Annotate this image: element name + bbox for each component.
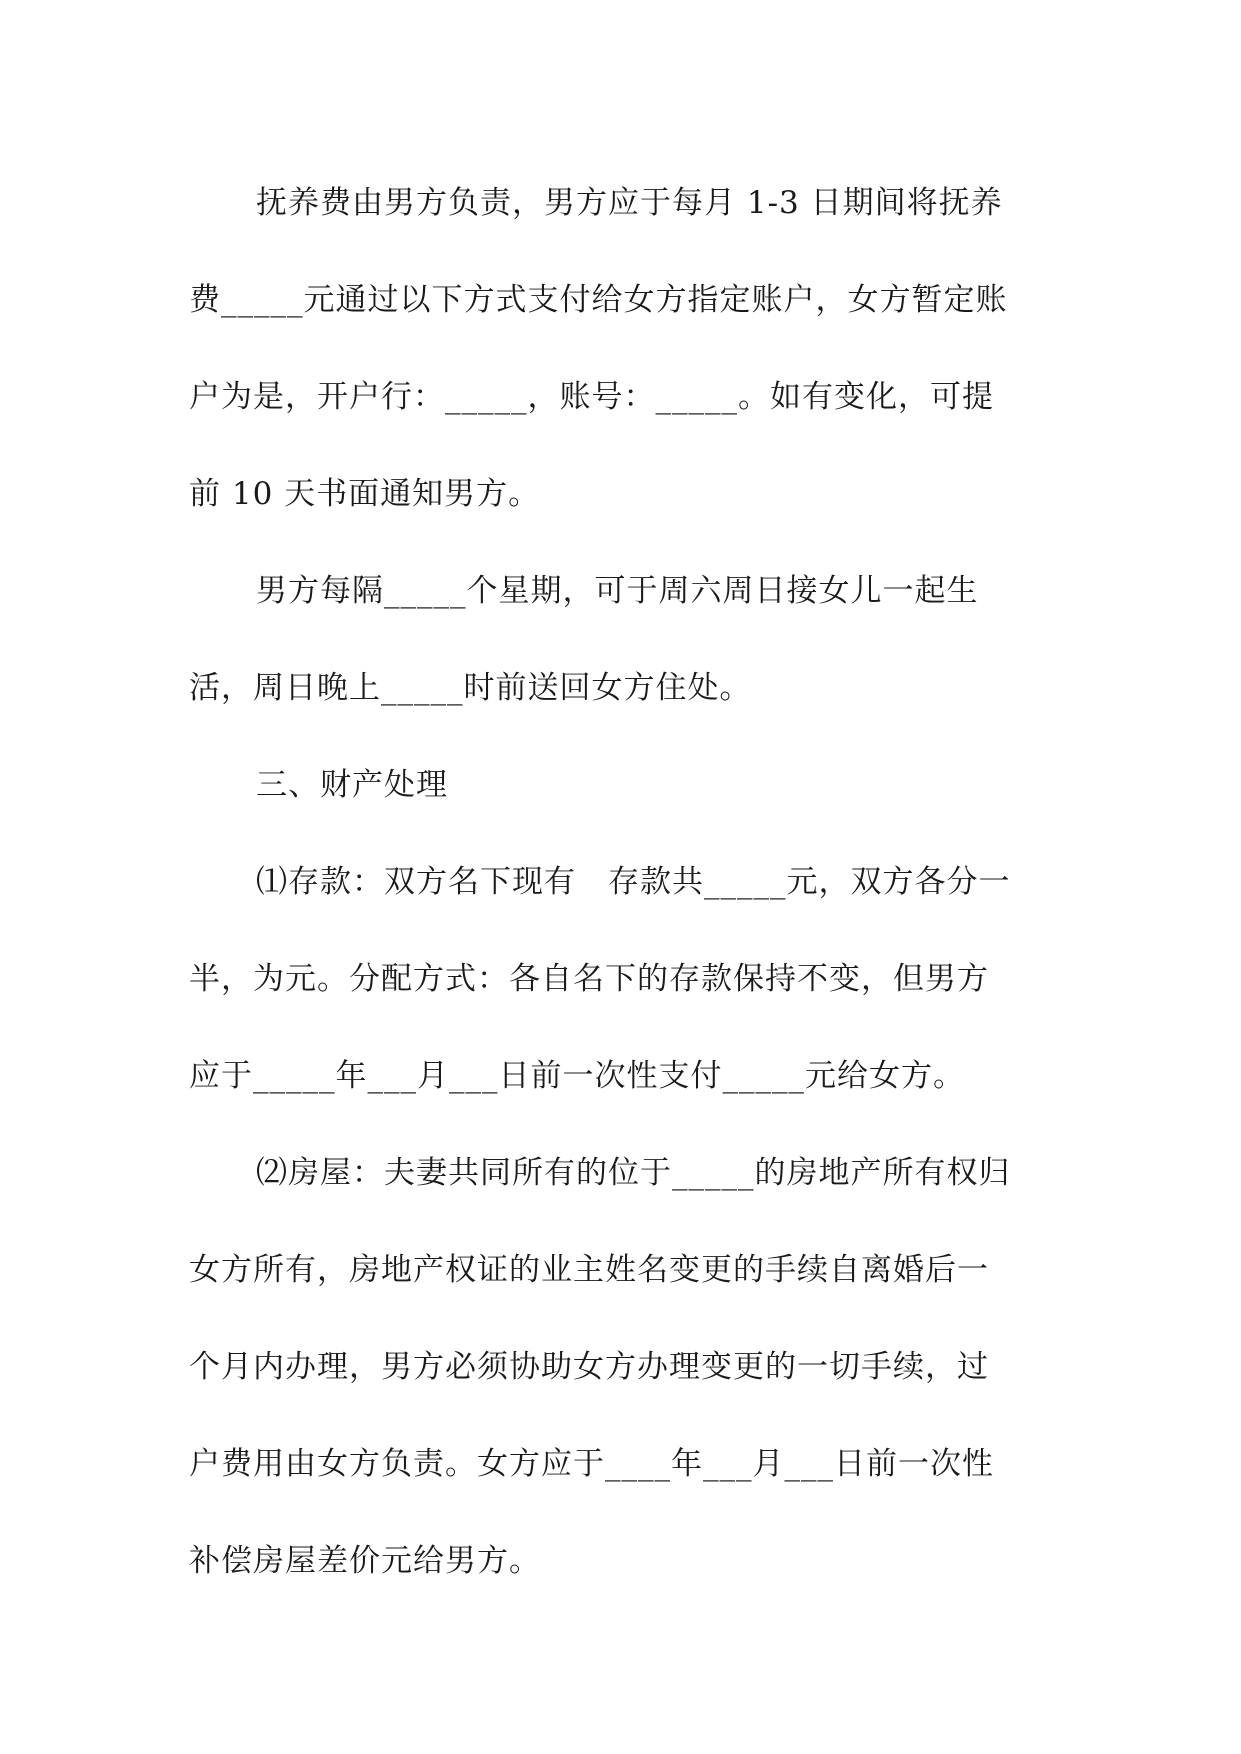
paragraph-visitation-line-2: 活，周日晚上_____时前送回女方住处。	[189, 670, 752, 706]
paragraph-savings-line-3: 应于_____年___月___日前一次性支付_____元给女方。	[189, 1058, 965, 1094]
paragraph-child-support-line-1: 抚养费由男方负责，男方应于每月 1-3 日期间将抚养	[256, 185, 1003, 221]
paragraph-savings-line-1: ⑴存款：双方名下现有 存款共_____元，双方各分一	[256, 864, 1011, 900]
paragraph-house-line-5: 补偿房屋差价元给男方。	[189, 1543, 541, 1579]
paragraph-house-line-2: 女方所有，房地产权证的业主姓名变更的手续自离婚后一	[189, 1252, 989, 1288]
paragraph-savings-line-2: 半，为元。分配方式：各自名下的存款保持不变，但男方	[189, 961, 989, 997]
paragraph-visitation-line-1: 男方每隔_____个星期，可于周六周日接女儿一起生	[256, 573, 979, 609]
paragraph-house-line-1: ⑵房屋：夫妻共同所有的位于_____的房地产所有权归	[256, 1155, 1011, 1191]
paragraph-child-support-line-3: 户为是，开户行：_____，账号：_____。如有变化，可提	[189, 379, 994, 415]
paragraph-child-support-line-4: 前 10 天书面通知男方。	[189, 476, 541, 512]
section-heading-property: 三、财产处理	[256, 767, 448, 803]
paragraph-house-line-3: 个月内办理，男方必须协助女方办理变更的一切手续，过	[189, 1349, 989, 1385]
paragraph-house-line-4: 户费用由女方负责。女方应于____年___月___日前一次性	[189, 1446, 994, 1482]
paragraph-child-support-line-2: 费_____元通过以下方式支付给女方指定账户，女方暂定账	[189, 282, 1008, 318]
